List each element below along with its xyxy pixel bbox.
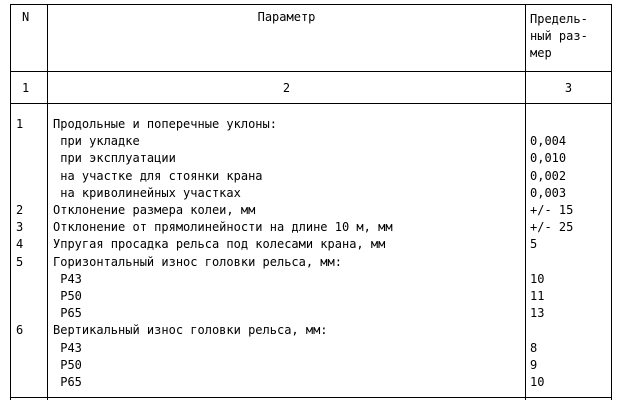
row-limit-value: 0,002 [530,169,567,183]
numbering-col-2: 2 [282,81,291,95]
row-limit-value: 11 [530,289,545,303]
row-limit-value: 9 [530,358,538,372]
row-parameter: на участке для стоянки крана [53,169,263,183]
row-limit-value: 10 [530,272,545,286]
row-limit-value: +/- 25 [530,220,574,234]
numbering-col-3: 3 [564,81,573,95]
row-parameter: на криволинейных участках [53,186,241,200]
header-limit-line-2: ный раз- [530,29,588,43]
row-parameter: Отклонение размера колеи, мм [53,203,256,217]
row-number: 6 [16,323,24,337]
row-number: 4 [16,237,24,251]
header-bottom-border [10,71,612,72]
row-limit-value: 0,003 [530,186,567,200]
header-limit-line-3: мер [530,46,552,60]
row-limit-value: 0,010 [530,151,567,165]
row-limit-value: 10 [530,375,545,389]
row-parameter: при эксплуатации [53,151,176,165]
row-parameter: Упругая просадка рельса под колесами крана, мм [53,237,386,251]
row-limit-value: 8 [530,341,538,355]
row-limit-value: +/- 15 [530,203,574,217]
row-parameter: Продольные и поперечные уклоны: [53,117,277,131]
row-number: 5 [16,255,24,269]
row-limit-value: 5 [530,237,538,251]
row-parameter: Р65 [53,306,82,320]
row-parameter: при укладке [53,134,140,148]
row-parameter: Р43 [53,341,82,355]
header-n: N [22,10,30,24]
row-number: 3 [16,220,24,234]
row-number: 2 [16,203,24,217]
col-divider-1 [47,4,48,400]
row-parameter: Р65 [53,375,82,389]
row-parameter: Р50 [53,358,82,372]
right-border [611,4,612,400]
row-limit-value: 0,004 [530,134,567,148]
numbering-col-1: 1 [22,81,30,95]
table-top-border [10,4,612,5]
header-parameter: Параметр [257,10,316,24]
left-border [10,4,11,400]
numbering-bottom-border [10,103,612,104]
row-parameter: Горизонтальный износ головки рельса, мм: [53,255,342,269]
header-limit-line-1: Предель- [530,12,588,26]
row-number: 1 [16,117,24,131]
row-parameter: Вертикальный износ головки рельса, мм: [53,323,328,337]
row-parameter: Отклонение от прямолинейности на длине 10 м, мм [53,220,393,234]
col-divider-2 [525,4,526,400]
row-limit-value: 13 [530,306,545,320]
table-bottom-border [10,397,612,398]
row-parameter: Р50 [53,289,82,303]
row-parameter: Р43 [53,272,82,286]
